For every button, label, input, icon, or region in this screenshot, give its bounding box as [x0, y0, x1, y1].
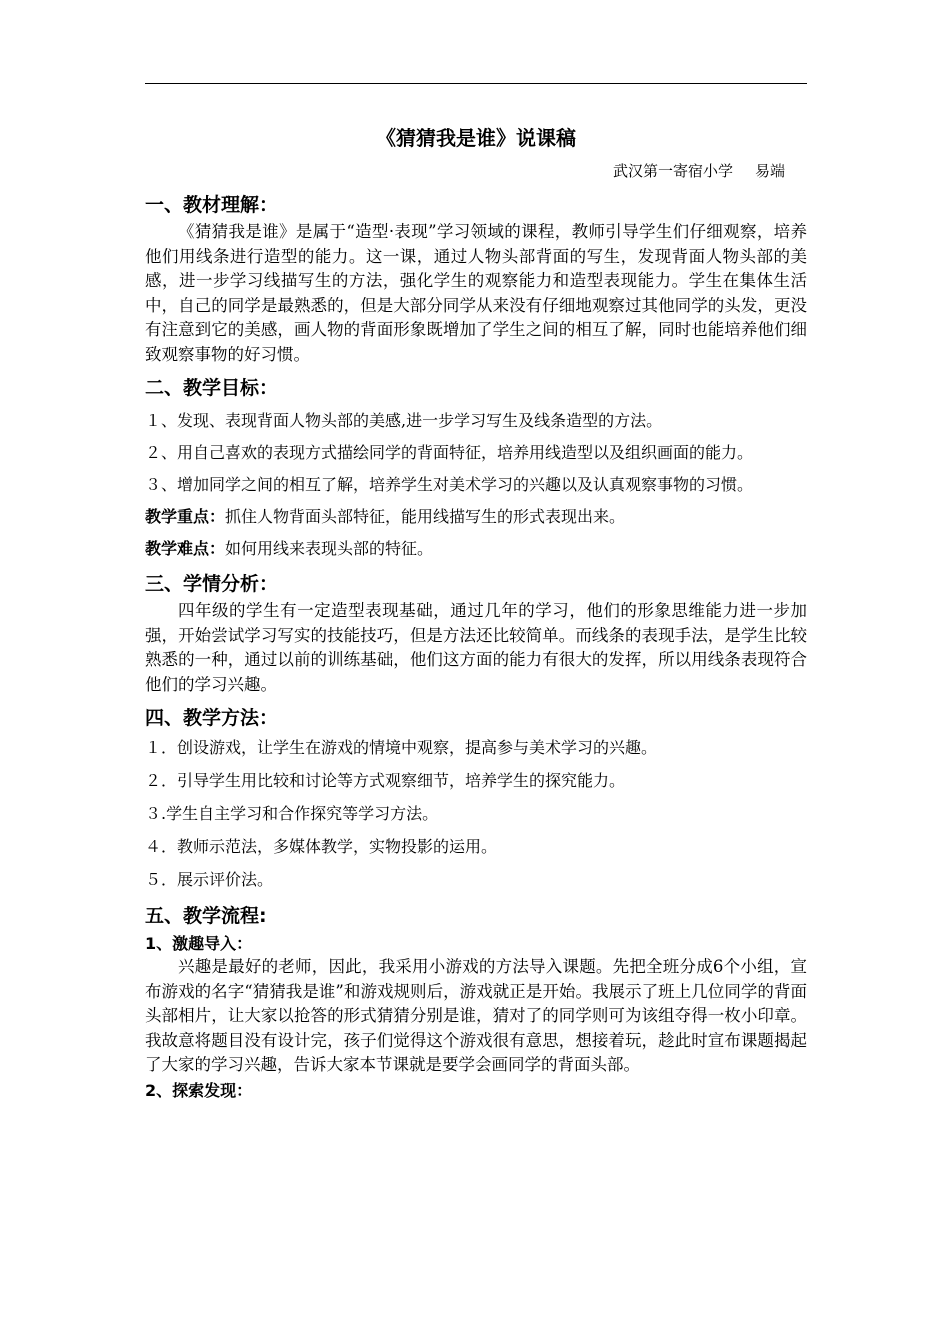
objective-item: ２、用自己喜欢的表现方式描绘同学的背面特征，培养用线造型以及组织画面的能力。 [145, 443, 754, 462]
section-paragraph-process: 兴趣是最好的老师，因此，我采用小游戏的方法导入课题。先把全班分成6个小组，宣布游戏的名字“猜猜我是谁”和游戏规则后，游戏就正是开始。我展示了班上几位同学的背面头部相片，让大家以抢答的形式猜猜分别是谁，猜对了的同学则可为该组夺得一枚小印章。我故意将题目没有设计完，孩子们觉得这个游戏很有意思，想接着玩，趁此时宣布课题揭起了大家的学习兴趣，告诉大家本节课就是要学会画同学的背面头部。 [145, 957, 807, 1074]
method-item: ２．引导学生用比较和讨论等方式观察细节，培养学生的探究能力。 [145, 771, 626, 790]
subheading-intro: 1、激趣导入： [145, 934, 253, 953]
method-item: ３.学生自主学习和合作探究等学习方法。 [145, 804, 439, 823]
author-school: 武汉第一寄宿小学 [612, 162, 733, 180]
section-heading-methods: 四、教学方法： [145, 707, 279, 729]
document-content [145, 190, 807, 1102]
header-rule [145, 83, 807, 84]
section-paragraph-analysis: 四年级的学生有一定造型表现基础，通过几年的学习，他们的形象思维能力进一步加强，开始尝试学习写实的技能技巧，但是方法还比较简单。而线条的表现手法，是学生比较熟悉的一种，通过以前的训练基础，他们这方面的能力有很大的发挥，所以用线条表现符合他们的学习兴趣。 [145, 601, 807, 694]
method-item: ５．展示评价法。 [145, 870, 274, 889]
author-name: 易端 [754, 162, 785, 180]
key-point-text: 抓住人物背面头部特征，能用线描写生的形式表现出来。 [225, 507, 626, 526]
method-item: ４．教师示范法，多媒体教学，实物投影的运用。 [145, 837, 498, 856]
section-heading-analysis: 三、学情分析： [145, 573, 279, 595]
difficulty-label: 教学难点： [145, 539, 226, 558]
document-title: 《猜猜我是谁》说课稿 [376, 126, 576, 150]
section-paragraph-material: 《猜猜我是谁》是属于“造型·表现”学习领域的课程，教师引导学生们仔细观察，培养他们用线条进行造型的能力。这一课，通过人物头部背面的写生，发现背面人物头部的美感，进一步学习线描写生的方法，强化学生的观察能力和造型表现能力。学生在集体生活中，自己的同学是最熟悉的，但是大部分同学从来没有仔细地观察过其他同学的头发，更没有注意到它的美感，画人物的背面形象既增加了学生之间的相互了解，同时也能培养他们细致观察事物的好习惯。 [145, 222, 807, 364]
teaching-difficulty [145, 537, 807, 561]
objective-item: １、发现、表现背面人物头部的美感,进一步学习写生及线条造型的方法。 [145, 411, 663, 430]
section-heading-material: 一、教材理解： [145, 194, 279, 216]
author-line [145, 160, 785, 182]
objective-item: ３、增加同学之间的相互了解，培养学生对美术学习的兴趣以及认真观察事物的习惯。 [145, 475, 754, 494]
section-heading-process: 五、教学流程: [145, 905, 267, 927]
subheading-explore: 2、探索发现： [145, 1080, 253, 1100]
teaching-key-point [145, 505, 807, 529]
key-point-label: 教学重点： [145, 507, 226, 526]
section-heading-objectives: 二、教学目标： [145, 377, 279, 399]
method-item: １．创设游戏，让学生在游戏的情境中观察，提高参与美术学习的兴趣。 [145, 738, 658, 757]
difficulty-text: 如何用线来表现头部的特征。 [225, 539, 434, 558]
